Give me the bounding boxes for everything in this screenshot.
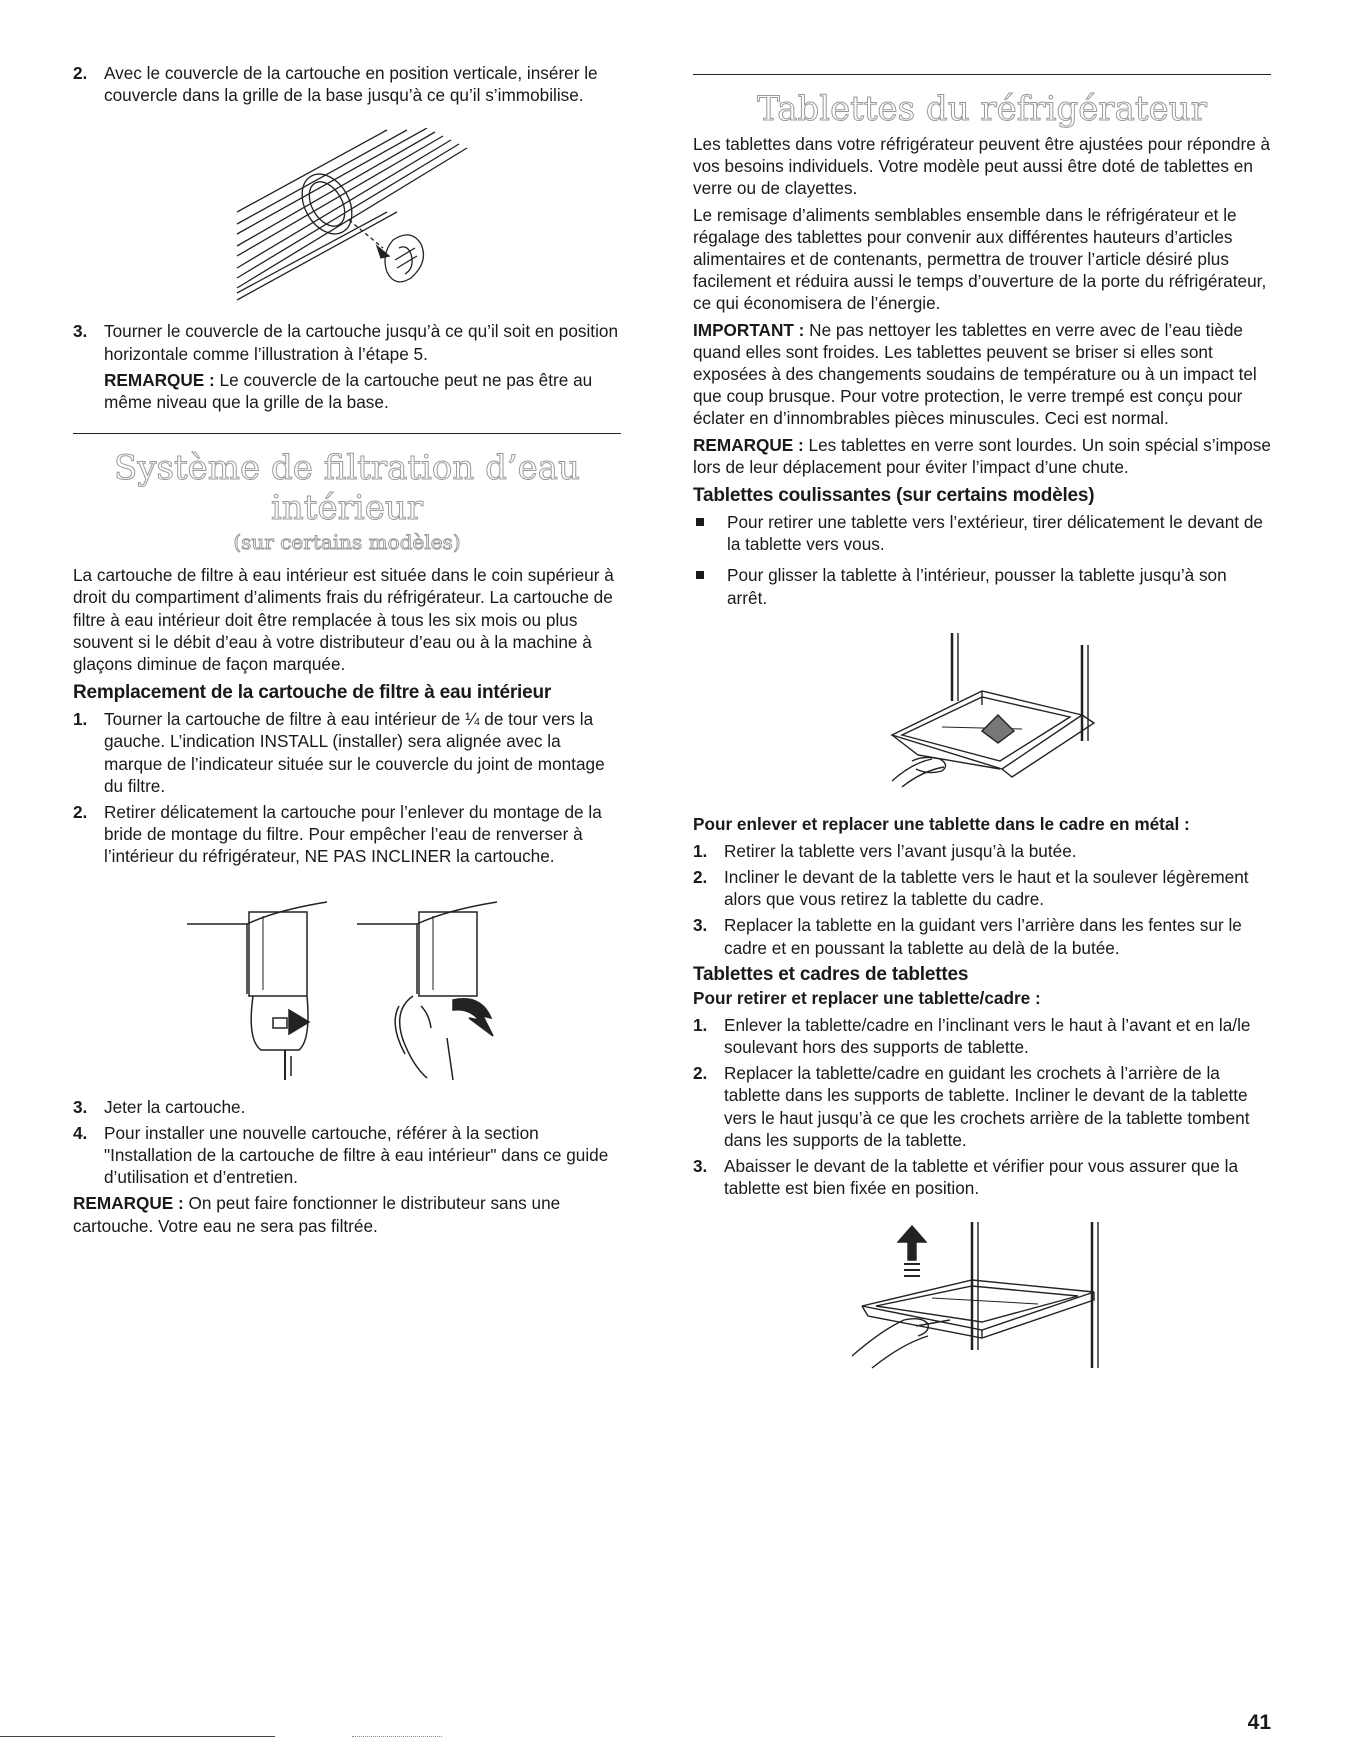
step-number: 4. xyxy=(73,1122,88,1143)
shelves-intro-2: Le remisage d’aliments semblables ensemble dans le réfrigérateur et le régalage des tablettes pour convenir aux différentes hauteurs d’articles alimentaires et de contenants, permettra de trouver l’article désiré plus facilement et réduira aussi le temps d’ouverture de la porte du réfrigérateur, ce qui économisera de l’énergie. xyxy=(693,204,1267,314)
step-text: Incliner le devant de la tablette vers le haut et la soulever légèrement alors que vous retirez la tablette du cadre. xyxy=(724,867,1249,910)
step-number: 1. xyxy=(73,709,88,730)
sliding-bullet-1 xyxy=(693,511,1271,555)
shelves-intro-1: Les tablettes dans votre réfrigérateur peuvent être ajustées pour répondre à vos besoins individuels. Votre modèle peut aussi être doté de tablettes en verre ou de clayettes. xyxy=(693,134,1271,199)
step-number: 2. xyxy=(73,802,88,823)
shelves-important xyxy=(693,319,1271,430)
step-text: Avec le couvercle de la cartouche en position verticale, insérer le couvercle dans la grille de la base jusqu’à ce qu’il s’immobilise. xyxy=(104,63,598,106)
filter-section-title: Système de filtration d’eau intérieur xyxy=(114,448,580,529)
shelf-frames-subheading: Pour retirer et replacer une tablette/cadre : xyxy=(693,987,1041,1008)
shelves-section-title: Tablettes du réfrigérateur xyxy=(757,89,1207,129)
right-column xyxy=(693,62,1271,1370)
filter-intro: La cartouche de filtre à eau intérieur est située dans le coin supérieur à droit du compartiment d’aliments frais du réfrigérateur. La cartouche de filtre à eau intérieur doit être remplacée à tous les six mois ou plus souvent si le débit d’eau à votre distributeur d’eau ou à la machine à glaçons diminue de façon marquée. xyxy=(73,565,614,675)
filter-replacement-heading: Remplacement de la cartouche de filtre à eau intérieur xyxy=(73,682,552,704)
frame-step-2 xyxy=(693,1062,1271,1151)
frame-step-1 xyxy=(693,1014,1271,1058)
filter-step-2 xyxy=(73,801,621,868)
important-text: Ne pas nettoyer les tablettes en verre avec de l’eau tiède quand elles sont froides. Les tablettes peuvent se briser si elles sont exposées à des changements soudains de température ou à un impact tel que coup brusque. Pour votre protection, le verre trempé est conçu pour éclater en d’innombrables pièces minuscules. Ceci est normal. xyxy=(693,319,1257,429)
shelves-remark xyxy=(693,434,1271,478)
section-divider xyxy=(693,74,1271,75)
cap-insert-step xyxy=(73,62,621,106)
left-column xyxy=(73,62,621,1241)
step-number: 1. xyxy=(693,840,708,861)
footer-dots xyxy=(352,1736,442,1739)
step-number: 1. xyxy=(693,1014,708,1035)
bullet-square-icon xyxy=(693,511,727,555)
remark-text: Le couvercle de la cartouche peut ne pas être au même niveau que la grille de la base. xyxy=(104,369,593,413)
remark-label: REMARQUE : xyxy=(693,434,804,455)
step-number: 3. xyxy=(693,915,708,936)
filter-remark xyxy=(73,1192,621,1236)
bullet-square-icon xyxy=(693,564,727,608)
filter-step-3 xyxy=(73,1096,621,1118)
metal-step-2 xyxy=(693,866,1271,910)
step-text: Tourner le couvercle de la cartouche jusqu’à ce qu’il soit en position horizontale comme l’illustration à l’étape 5. xyxy=(104,321,619,364)
step-number: 2. xyxy=(693,867,708,888)
step-number: 2. xyxy=(73,63,88,83)
step-text: Enlever la tablette/cadre en l’inclinant vers le haut à l’avant et en la/le soulevant hors des supports de tablette. xyxy=(724,1014,1251,1058)
step-text: Tourner la cartouche de filtre à eau intérieur de ¼ de tour vers la gauche. L’indication INSTALL (installer) sera alignée avec la marque de l’indicateur située sur le couvercle du joint de montage du filtre. xyxy=(104,709,605,796)
metal-step-3 xyxy=(693,914,1271,958)
step-text: Retirer la tablette vers l’avant jusqu’à la butée. xyxy=(724,840,1077,861)
footer-rule xyxy=(0,1736,275,1737)
sliding-shelves-heading: Tablettes coulissantes (sur certains modèles) xyxy=(693,485,1095,507)
cap-turn-step xyxy=(73,320,621,364)
remark-label: REMARQUE : xyxy=(104,369,215,390)
filter-section-subtitle: (sur certains modèles) xyxy=(233,530,461,555)
step-text: Abaisser le devant de la tablette et vérifier pour vous assurer que la tablette est bien fixée en position. xyxy=(724,1156,1239,1199)
remark-text: On peut faire fonctionner le distributeur sans une cartouche. Votre eau ne sera pas filtrée. xyxy=(73,1193,561,1236)
section-divider xyxy=(73,433,621,434)
filter-removal-illustration xyxy=(177,890,517,1080)
step-text: Retirer délicatement la cartouche pour l’enlever du montage de la bride de montage du filtre. Pour empêcher l’eau de renverser à l’intérieur du réfrigérateur, NE PAS INCLINER la cartouche. xyxy=(104,802,602,867)
important-label: IMPORTANT : xyxy=(693,319,805,340)
step-number: 3. xyxy=(693,1156,708,1177)
step-number: 3. xyxy=(73,321,88,342)
filter-step-4 xyxy=(73,1122,621,1189)
metal-frame-heading: Pour enlever et replacer une tablette dans le cadre en métal : xyxy=(693,813,1190,834)
sliding-shelf-illustration xyxy=(832,631,1132,789)
shelf-frame-illustration xyxy=(832,1220,1132,1370)
sliding-bullet-2 xyxy=(693,564,1271,608)
cap-remark xyxy=(73,369,621,413)
step-number: 2. xyxy=(693,1063,708,1084)
bullet-text: Pour glisser la tablette à l’intérieur, pousser la tablette jusqu’à son arrêt. xyxy=(727,565,1227,608)
cartridge-cap-illustration xyxy=(197,128,497,306)
shelf-frames-heading: Tablettes et cadres de tablettes xyxy=(693,963,969,985)
filter-step-1 xyxy=(73,708,621,797)
step-number: 3. xyxy=(73,1096,88,1117)
metal-step-1 xyxy=(693,840,1271,862)
step-text: Jeter la cartouche. xyxy=(104,1096,246,1117)
step-text: Replacer la tablette en la guidant vers l’arrière dans les fentes sur le cadre et en poussant la tablette au delà de la butée. xyxy=(724,915,1242,958)
remark-text: Les tablettes en verre sont lourdes. Un soin spécial s’impose lors de leur déplacement pour éviter l’impact d’une chute. xyxy=(693,434,1271,477)
step-text: Replacer la tablette/cadre en guidant les crochets à l’arrière de la tablette dans les supports de tablette. Incliner le devant de la tablette vers le haut jusqu’à ce que les crochets arrière de la tablette tombent dans les supports de la tablette. xyxy=(724,1063,1250,1150)
page-number: 41 xyxy=(1247,1711,1271,1734)
bullet-text: Pour retirer une tablette vers l’extérieur, tirer délicatement le devant de la tablette vers vous. xyxy=(727,512,1263,555)
frame-step-3 xyxy=(693,1155,1271,1199)
step-text: Pour installer une nouvelle cartouche, référer à la section "Installation de la cartouche de filtre à eau intérieur" dans ce guide d’utilisation et d’entretien. xyxy=(104,1122,609,1188)
remark-label: REMARQUE : xyxy=(73,1193,184,1214)
